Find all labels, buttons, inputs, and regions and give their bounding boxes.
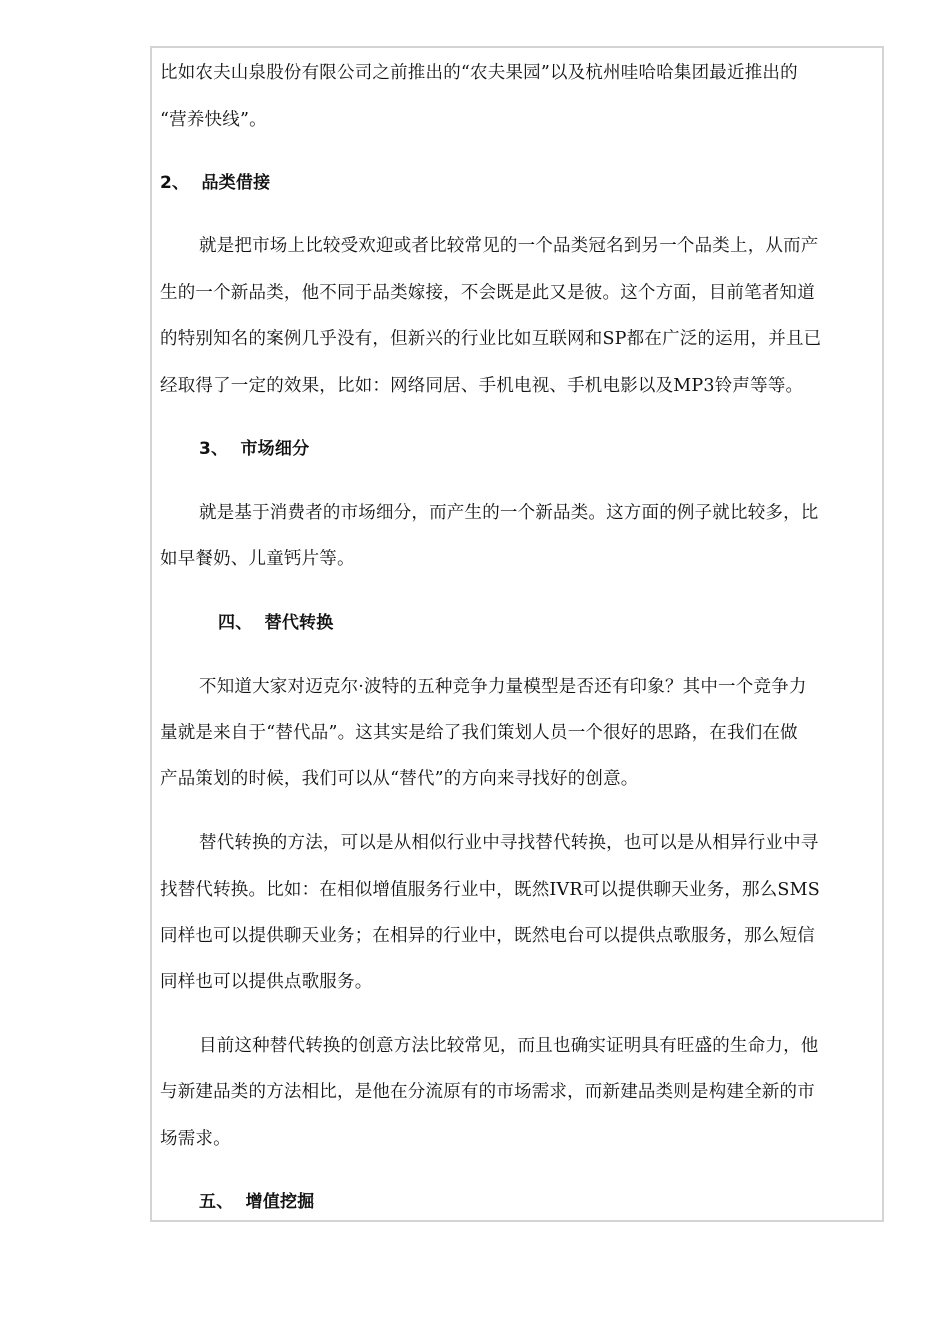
paragraph-line: 如早餐奶、儿童钙片等。 xyxy=(160,549,355,569)
paragraph-line: 同样也可以提供点歌服务。 xyxy=(160,972,373,992)
intro-line: “营养快线”。 xyxy=(160,110,267,130)
intro-line: 比如农夫山泉股份有限公司之前推出的“农夫果园”以及杭州哇哈哈集团最近推出的 xyxy=(160,63,798,83)
paragraph-line: 目前这种替代转换的创意方法比较常见，而且也确实证明具有旺盛的生命力，他 xyxy=(199,1036,819,1056)
paragraph-line: 就是把市场上比较受欢迎或者比较常见的一个品类冠名到另一个品类上，从而产 xyxy=(199,236,819,256)
section-heading: 四、 替代转换 xyxy=(218,613,334,633)
paragraph-line: 经取得了一定的效果，比如：网络同居、手机电视、手机电影以及MP3铃声等等。 xyxy=(160,376,804,396)
paragraph-line: 量就是来自于“替代品”。这其实是给了我们策划人员一个很好的思路，在我们在做 xyxy=(160,723,798,743)
section-heading: 3、 市场细分 xyxy=(199,439,310,459)
paragraph-line: 同样也可以提供聊天业务；在相异的行业中，既然电台可以提供点歌服务，那么短信 xyxy=(160,926,815,946)
section-heading: 2、 品类借接 xyxy=(160,173,271,193)
paragraph-line: 替代转换的方法，可以是从相似行业中寻找替代转换，也可以是从相异行业中寻 xyxy=(199,833,819,853)
paragraph-line: 与新建品类的方法相比，是他在分流原有的市场需求，而新建品类则是构建全新的市 xyxy=(160,1082,815,1102)
paragraph-line: 就是基于消费者的市场细分，而产生的一个新品类。这方面的例子就比较多，比 xyxy=(199,503,819,523)
paragraph-line: 的特别知名的案例几乎没有，但新兴的行业比如互联网和SP都在广泛的运用，并且已 xyxy=(160,329,822,349)
paragraph-line: 场需求。 xyxy=(160,1129,231,1149)
paragraph-line: 生的一个新品类，他不同于品类嫁接，不会既是此又是彼。这个方面，目前笔者知道 xyxy=(160,283,815,303)
paragraph-line: 产品策划的时候，我们可以从“替代”的方向来寻找好的创意。 xyxy=(160,769,639,789)
paragraph-line: 找替代转换。比如：在相似增值服务行业中，既然IVR可以提供聊天业务，那么SMS xyxy=(160,880,820,900)
paragraph-line: 不知道大家对迈克尔·波特的五种竞争力量模型是否还有印象？其中一个竞争力 xyxy=(199,677,807,697)
section-heading: 五、 增值挖掘 xyxy=(199,1192,315,1212)
